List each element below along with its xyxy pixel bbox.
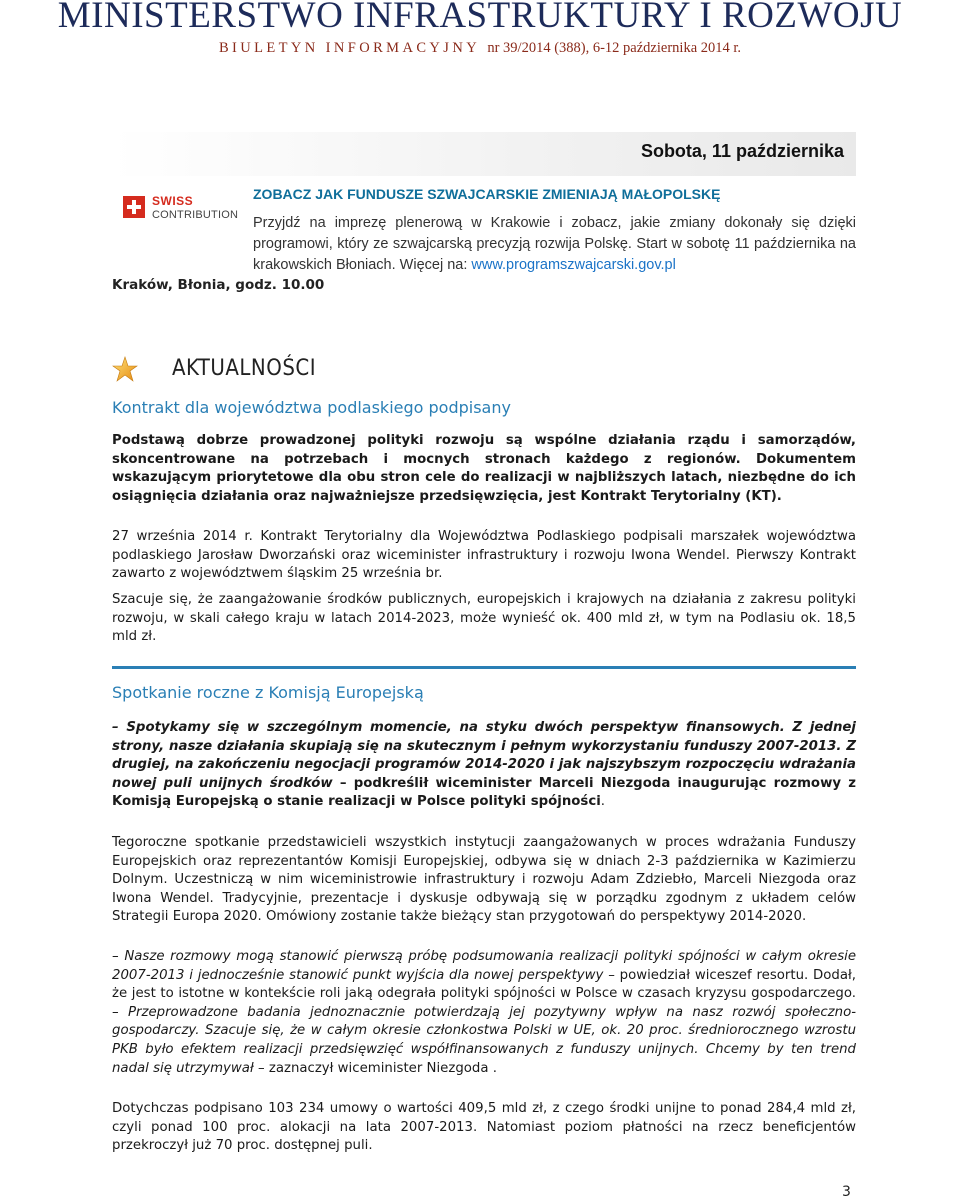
news-section-title: AKTUALNOŚCI [172,356,317,381]
article2-paragraph-2: Tegoroczne spotkanie przedstawicieli wszystkich instytucji zaangażowanych w proces wdrażania Funduszy Europejskich oraz reprezentantów Komisji Europejskiej, odbywa się w dniach 2-3 października w Kazimierzu Dolnym. Uczestniczą w nim wiceministrowie infrastruktury i rozwoju Adam Zdziebło, Marceli Niezgoda oraz Iwona Wendel. Tradycyjnie, prezentacje i dyskusje odbywają się w porządku zgodnym z układem celów Strategii Europa 2020. Omówiony zostanie także bieżący stan przygotowań do perspektywy 2014-2020. [112,835,856,925]
event-link[interactable]: www.programszwajcarski.gov.pl [471,257,676,273]
article2-paragraph-3 [112,948,856,1078]
star-icon [112,356,138,382]
event-description [112,213,856,276]
event-date: Sobota, 11 października [640,141,844,161]
event-heading: ZOBACZ JAK FUNDUSZE SZWAJCARSKIE ZMIENIAJĄ MAŁOPOLSKĘ [253,186,721,202]
bulletin-line [0,40,960,57]
event-location: Kraków, Błonia, godz. 10.00 [112,277,325,293]
article-heading-kontrakt: Kontrakt dla województwa podlaskiego podpisany [112,398,511,417]
article2-lead [112,719,856,812]
ministry-masthead: MINISTERSTWO INFRASTRUKTURY I ROZWOJU [57,0,903,36]
bulletin-title: BIULETYN INFORMACYJNY [218,40,481,56]
date-band [112,132,856,176]
article2-text-b: – zaznaczył wiceminister Niezgoda . [253,1060,497,1076]
bulletin-issue: nr 39/2014 (388), 6-12 października 2014 r. [487,40,742,56]
logo-text-contribution: CONTRIBUTION [152,209,239,221]
article2-lead-quote: – Spotykamy się w szczególnym momencie, na styku dwóch perspektyw finansowych. Z jednej strony, nasze działania skupiają się na skutecznym i pełnym wykorzystaniu funduszy 2007-2013. Z drugiej, na zakończeniu negocjacji programów 2014-2020 i jak najszybszym rozpoczęciu wdrażania nowej puli unijnych środków [112,720,856,791]
article1-paragraph-3: Szacuje się, że zaangażowanie środków publicznych, europejskich i krajowych na działania z zakresu polityki rozwoju, w skali całego kraju w latach 2014-2023, może wynieść ok. 400 mld zł, w tym na Podlasiu ok. 18,5 mld zł. [112,592,856,645]
article2-text-a: – powiedział wiceszef resortu. Dodał, że jest to istotne w kontekście roli jaką odegrała polityki spójności w Polsce w czasach kryzysu gospodarczego. [112,967,856,1002]
logo-text-swiss: SWISS [152,194,194,208]
article2-lead-attribution: – podkreślił wiceminister Marceli Niezgoda inaugurując rozmowy z Komisją Europejską o stanie realizacji w Polsce polityki spójności [112,775,856,810]
article2-quote-a: – Nasze rozmowy mogą stanowić pierwszą próbę podsumowania realizacji polityki spójności w całym okresie 2007-2013 i jednocześnie stanowić punkt wyjścia dla nowej perspektywy [112,949,856,983]
article2-lead-end: . [600,794,606,810]
article-heading-spotkanie: Spotkanie roczne z Komisją Europejską [112,683,424,702]
page-number: 3 [842,1184,851,1200]
event-body [112,213,856,276]
section-divider [112,666,856,669]
article2-quote-b: – Przeprowadzone badania jednoznacznie potwierdzają jej pozytywny wpływ na nasz rozwój społeczno-gospodarczy. Szacuje się, że w całym okresie członkostwa Polski w UE, ok. 20 proc. średniorocznego wzrostu PKB było efektem realizacji przedsięwzięć współfinansowanych z funduszy unijnych. Chcemy by ten trend nadal się utrzymywał [112,1004,856,1076]
article1-paragraph-2: 27 września 2014 r. Kontrakt Terytorialny dla Województwa Podlaskiego podpisali marszałek województwa podlaskiego Jarosław Dworzański oraz wiceminister infrastruktury i rozwoju Iwona Wendel. Pierwszy Kontrakt zawarto z województwem śląskim 25 września br. [112,529,856,582]
event-description-text: Przyjdź na imprezę plenerową w Krakowie i zobacz, jakie zmiany dokonały się dzięki programowi, który ze szwajcarską precyzją rozwija Polskę. Start w sobotę 11 października na krakowskich Błoniach. Więcej na: [253,215,856,273]
article1-lead: Podstawą dobrze prowadzonej polityki rozwoju są wspólne działania rządu i samorządów, skoncentrowane na potrzebach i mocnych stronach każdego z regionów. Dokumentem wskazującym priorytetowe dla obu stron cele do realizacji w najbliższych latach, niezbędne do ich osiągnięcia działania oraz najważniejsze przedsięwzięcia, jest Kontrakt Terytorialny (KT). [112,433,856,504]
article2-paragraph-4: Dotychczas podpisano 103 234 umowy o wartości 409,5 mld zł, z czego środki unijne to ponad 284,4 mld zł, czyli ponad 100 proc. alokacji na lata 2007-2013. Natomiast poziom płatności na rzecz beneficjentów przekroczył już 70 proc. dostępnej puli. [112,1101,856,1154]
